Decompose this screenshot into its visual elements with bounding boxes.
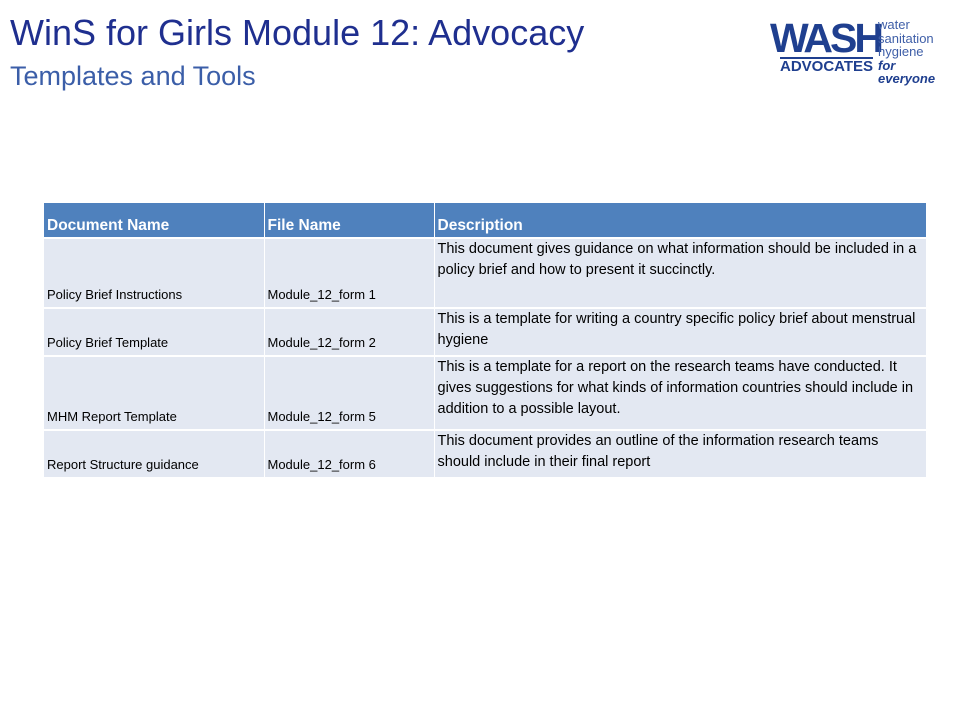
- table-row: [44, 356, 926, 430]
- column-header-description: Description: [434, 203, 926, 238]
- column-header-file-name: File Name: [264, 203, 434, 238]
- table-row: [44, 430, 926, 478]
- description-cell: This is a template for writing a country specific policy brief about menstrual hygiene: [434, 308, 926, 356]
- document-name-cell: MHM Report Template: [44, 356, 264, 430]
- logo-tagline-line: hygiene: [878, 44, 924, 59]
- description-cell: This document provides an outline of the information research teams should include in their final report: [434, 430, 926, 478]
- file-name-cell: Module_12_form 1: [264, 238, 434, 308]
- table-header-row: [44, 203, 926, 238]
- logo-subtext: ADVOCATES: [780, 58, 874, 75]
- templates-table: [44, 203, 927, 479]
- table-row: [44, 238, 926, 308]
- description-cell: This document gives guidance on what information should be included in a policy brief and how to present it succinctly.: [434, 238, 926, 308]
- document-name-cell: Report Structure guidance: [44, 430, 264, 478]
- file-name-cell: Module_12_form 2: [264, 308, 434, 356]
- logo-wordmark: WASH: [770, 15, 881, 61]
- document-name-cell: Policy Brief Template: [44, 308, 264, 356]
- description-cell: This is a template for a report on the research teams have conducted. It gives suggestions for what kinds of information countries should include in addition to a possible layout.: [434, 356, 926, 430]
- page-subtitle: Templates and Tools: [10, 61, 256, 91]
- wash-advocates-logo: [770, 15, 948, 86]
- logo-tagline-line: sanitation: [878, 30, 934, 46]
- file-name-cell: Module_12_form 6: [264, 430, 434, 478]
- document-name-cell: Policy Brief Instructions: [44, 238, 264, 308]
- file-name-cell: Module_12_form 5: [264, 356, 434, 430]
- table-row: [44, 308, 926, 356]
- logo-tagline: [878, 18, 950, 86]
- column-header-document-name: Document Name: [44, 203, 264, 238]
- logo-tagline-line: water: [878, 17, 910, 32]
- logo-tagline-line: for everyone: [878, 57, 936, 86]
- page-title: WinS for Girls Module 12: Advocacy: [10, 12, 585, 53]
